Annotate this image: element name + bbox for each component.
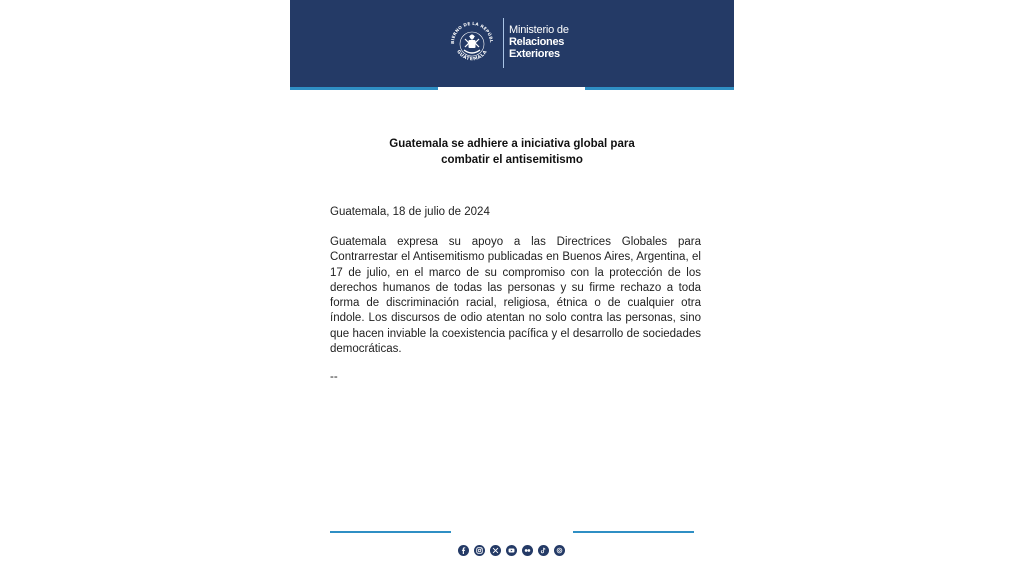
youtube-icon[interactable] bbox=[506, 545, 517, 556]
threads-icon[interactable] bbox=[554, 545, 565, 556]
social-icons bbox=[458, 545, 565, 556]
flickr-icon[interactable] bbox=[522, 545, 533, 556]
ministry-line-3: Exteriores bbox=[509, 48, 560, 60]
facebook-icon[interactable] bbox=[458, 545, 469, 556]
title-line-2: combatir el antisemitismo bbox=[441, 154, 583, 166]
seal-bottom-text: GUATEMALA bbox=[455, 49, 489, 63]
seal-top-text: BIERNO DE LA REPÚBL bbox=[449, 20, 495, 44]
press-release-title bbox=[330, 136, 694, 168]
ministry-line-2: Relaciones bbox=[509, 36, 565, 48]
svg-text:GUATEMALA bbox=[455, 49, 489, 62]
header-accent-left bbox=[290, 87, 438, 90]
tiktok-icon[interactable] bbox=[538, 545, 549, 556]
guatemala-seal-icon bbox=[447, 16, 497, 70]
body-paragraph: Guatemala expresa su apoyo a las Directrices Globales para Contrarrestar el Antisemitismo publicadas en Buenos Aires, Argentina, el 17 de julio, en el marco de su compromiso con la protección de los derechos humanos de todas las personas y su firme rechazo a toda forma de discriminación racial, religiosa, étnica o de cualquier otra índole. Los discursos de odio atentan no solo contra las personas, sino que hacen inviable la coexistencia pacífica y el desarrollo de sociedades democráticas. bbox=[330, 236, 701, 356]
ministry-name bbox=[509, 24, 569, 60]
dateline: Guatemala, 18 de julio de 2024 bbox=[330, 206, 490, 218]
instagram-icon[interactable] bbox=[474, 545, 485, 556]
title-line-1: Guatemala se adhiere a iniciativa global para bbox=[389, 138, 635, 150]
x-icon[interactable] bbox=[490, 545, 501, 556]
footer-accent-left bbox=[330, 531, 451, 533]
ministry-line-1: Ministerio de bbox=[509, 24, 569, 36]
document-page bbox=[290, 0, 734, 572]
footer-accent-right bbox=[573, 531, 694, 533]
logo-divider bbox=[503, 18, 504, 68]
header-accent-right bbox=[585, 87, 734, 90]
end-mark: -- bbox=[330, 371, 338, 383]
svg-text:GOBIERNO DE LA REPÚBLICA bbox=[447, 16, 494, 44]
letterhead-banner bbox=[290, 0, 734, 87]
